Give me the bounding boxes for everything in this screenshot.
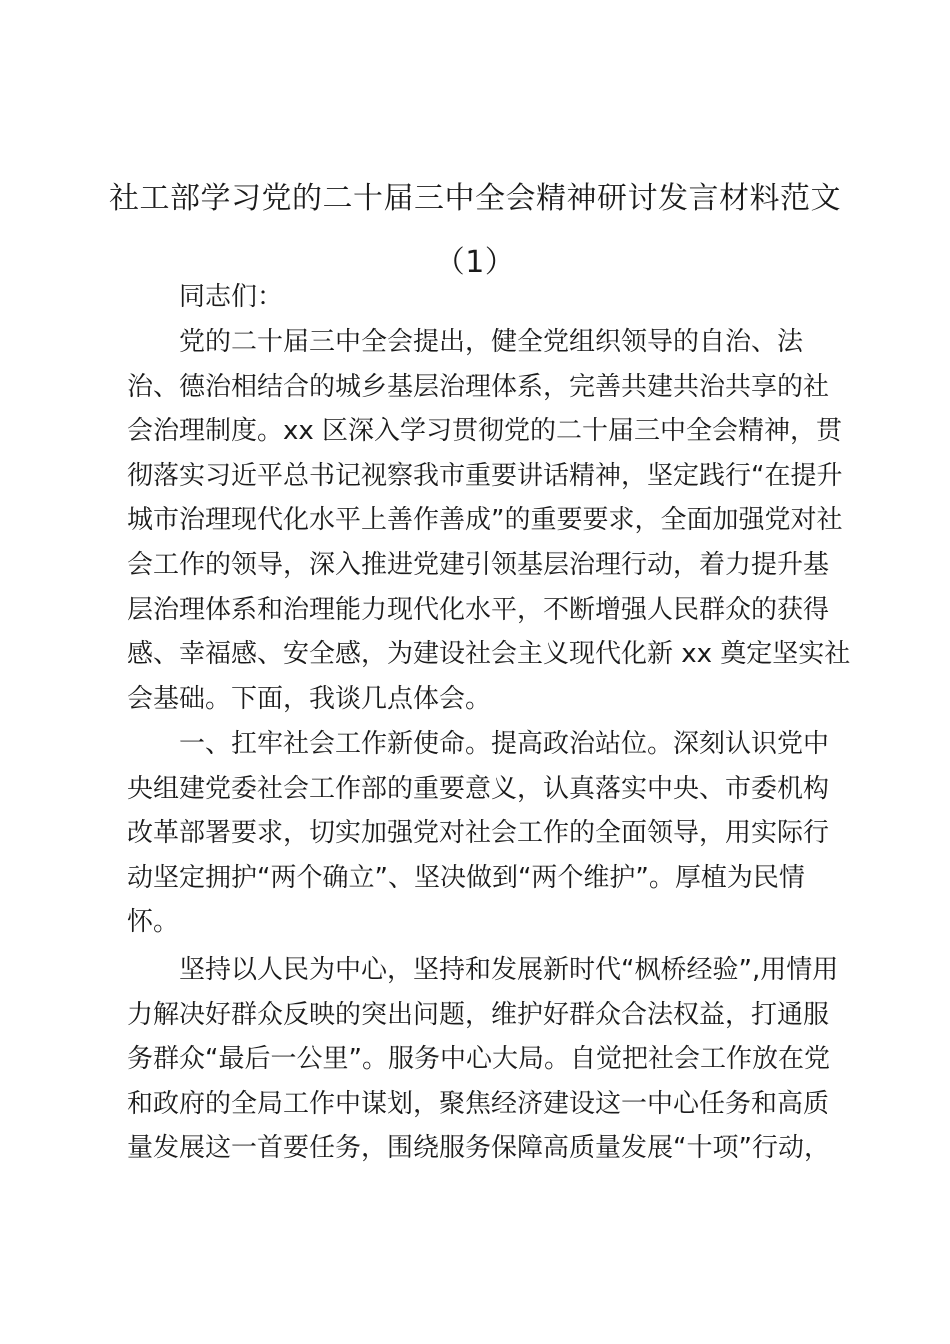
paragraph-line: 量发展这一首要任务，围绕服务保障高质量发展“十项”行动， (127, 1133, 830, 1164)
paragraph-line: 动坚定拥护“两个确立”、坚决做到“两个维护”。厚植为民情 (127, 862, 805, 893)
paragraph-line: 央组建党委社会工作部的重要意义，认真落实中央、市委机构 (127, 773, 830, 804)
paragraph-line: 怀。 (127, 907, 180, 938)
paragraph-line: 会工作的领导，深入推进党建引领基层治理行动，着力提升基 (127, 549, 830, 580)
paragraph-line: 一、扛牢社会工作新使命。提高政治站位。深刻认识党中 (179, 729, 830, 759)
paragraph-line: 改革部署要求，切实加强党对社会工作的全面领导，用实际行 (127, 818, 830, 849)
paragraph-line: 感、幸福感、安全感，为建设社会主义现代化新 xx 奠定坚实社 (127, 639, 851, 670)
paragraph-line: 层治理体系和治理能力现代化水平，不断增强人民群众的获得 (127, 594, 830, 625)
paragraph-line: 党的二十届三中全会提出，健全党组织领导的自治、法 (179, 327, 804, 357)
greeting-text: 同志们： (179, 282, 284, 312)
title-line-1: 社工部学习党的二十届三中全会精神研讨发言材料范文 (109, 181, 841, 216)
paragraph-line: 和政府的全局工作中谋划，聚焦经济建设这一中心任务和高质 (127, 1088, 830, 1119)
paragraph-line: 务群众“最后一公里”。服务中心大局。自觉把社会工作放在党 (127, 1044, 830, 1075)
paragraph-line: 彻落实习近平总书记视察我市重要讲话精神，坚定践行“在提升 (127, 460, 843, 491)
paragraph-line: 会基础。下面，我谈几点体会。 (127, 683, 492, 714)
paragraph-line: 会治理制度。xx 区深入学习贯彻党的二十届三中全会精神，贯 (127, 416, 843, 447)
paragraph-line: 坚持以人民为中心，坚持和发展新时代“枫桥经验”,用情用 (179, 955, 839, 985)
greeting (127, 275, 835, 320)
paragraph-2 (127, 722, 835, 945)
title-line-2: （1） (434, 245, 516, 280)
paragraph-1 (127, 320, 851, 721)
paragraph-3 (127, 948, 839, 1171)
paragraph-line: 治、德治相结合的城乡基层治理体系，完善共建共治共享的社 (127, 371, 830, 402)
paragraph-line: 城市治理现代化水平上善作善成”的重要要求，全面加强党对社 (127, 505, 843, 536)
paragraph-line: 力解决好群众反映的突出问题，维护好群众合法权益，打通服 (127, 999, 830, 1030)
